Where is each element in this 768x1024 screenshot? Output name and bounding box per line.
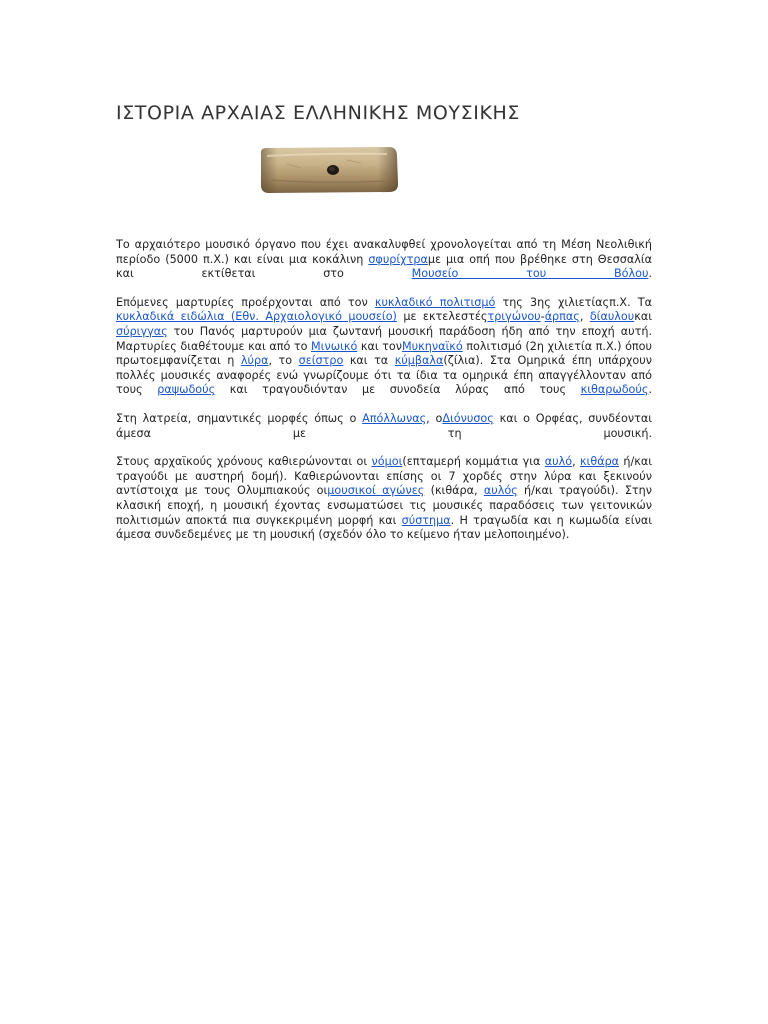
text-span: .	[648, 267, 652, 281]
text-span: με εκτελεστές	[396, 310, 488, 324]
text-span: του Πανός μαρτυρούν μια ζωντανή μουσική παράδοση ήδη από την εποχή αυτή. Μαρτυρίες διαθέτουμε και από το	[116, 324, 652, 353]
text-span: Επόμενες μαρτυρίες προέρχονται από τον	[116, 295, 375, 309]
link-avlos[interactable]: αυλός	[483, 484, 518, 498]
text-span: -	[540, 310, 545, 324]
link-kykladikos-politismos[interactable]: κυκλαδικό πολιτισμό	[374, 295, 496, 309]
text-span: Στους αρχαϊκούς χρόνους καθιερώνονται οι	[116, 455, 372, 469]
text-span: με μια οπή που βρέθηκε στη Θεσσαλία και εκτίθεται στο	[116, 252, 652, 281]
page-title: ΙΣΤΟΡΙΑ ΑΡΧΑΙΑΣ ΕΛΛΗΝΙΚΗΣ ΜΟΥΣΙΚΗΣ	[116, 102, 520, 124]
link-rapsodous[interactable]: ραψωδούς	[157, 383, 216, 397]
link-syriggas[interactable]: σύριγγας	[116, 324, 168, 338]
text-span: Το αρχαιότερο μουσικό όργανο που έχει ανακαλυφθεί χρονολογείται από τη Μέση Νεολιθική περίοδο (5000 π.Χ.) και είναι μια κοκάλινη	[116, 238, 652, 266]
text-span: . Η τραγωδία και η κωμωδία είναι άμεσα συνδεδεμένες με τη μουσική (σχεδόν όλο το κείμενο ήταν μελοποιημένο).	[116, 513, 652, 542]
text-span: της 3ης χιλιετίαςπ.Χ. Τα	[495, 295, 653, 309]
link-arpas[interactable]: άρπας	[544, 310, 580, 324]
text-span: πολιτισμό (2η χιλιετία π.Χ.) όπου πρωτοεμφανίζεται η	[116, 339, 652, 368]
text-span: (κιθάρα,	[424, 484, 484, 498]
text-span: ,	[579, 310, 590, 324]
text-span: .	[648, 383, 652, 397]
text-span: και τα	[343, 354, 395, 368]
link-kitharodous[interactable]: κιθαρωδούς	[580, 383, 649, 397]
text-span: και τον	[357, 339, 403, 353]
link-dionysos[interactable]: Διόνυσος	[442, 411, 494, 425]
link-minoiko[interactable]: Μινωικό	[311, 339, 358, 353]
bone-flute-picture	[257, 144, 401, 196]
paragraph-worship	[116, 412, 652, 441]
link-lyra[interactable]: λύρα	[240, 354, 269, 368]
link-systima[interactable]: σύστημα	[401, 513, 451, 527]
paragraph-neolithic	[116, 238, 652, 282]
text-span: , ο	[426, 411, 443, 425]
text-span: Στη λατρεία, σημαντικές μορφές όπως ο	[116, 411, 363, 425]
text-span: , το	[268, 354, 299, 368]
link-diaulou[interactable]: δίαυλου	[589, 310, 635, 324]
text-span: ,	[572, 455, 580, 469]
text-span: ή/και τραγούδι). Στην κλασική εποχή, η μουσική έχοντας ενσωματώσει τις μουσικές παραδόσεις των γειτονικών πολιτισμών αποκτά πια συγκεκριμένη μορφή και	[116, 484, 652, 527]
text-span: και ο Ορφέας, συνδέονται άμεσα με τη μουσική.	[116, 411, 652, 440]
paragraph-archaic	[116, 455, 652, 543]
link-nomoi[interactable]: νόμοι	[371, 455, 403, 469]
link-kithara[interactable]: κιθάρα	[579, 455, 620, 469]
link-avlo[interactable]: αυλό	[544, 455, 573, 469]
bone-flute-image	[257, 144, 401, 196]
text-span: (ζίλια). Στα Ομηρικά έπη υπάρχουν πολλές μουσικές αναφορές ενώ γνωρίζουμε ότι τα ίδια τα ομηρικά έπη απαγγέλλονταν από τους	[116, 354, 652, 397]
link-mykinaiko[interactable]: Μυκηναϊκό	[402, 339, 463, 353]
link-sfyrichtra[interactable]: σφυρίχτρα	[368, 252, 428, 266]
link-apollonas[interactable]: Απόλλωνας	[362, 411, 427, 425]
text-span: (επταμερή κομμάτια για	[402, 455, 545, 469]
text-span: και τραγουδιόνταν με συνοδεία λύρας από τους	[215, 383, 581, 397]
text-span: ή/και τραγούδι με αυστηρή δομή). Καθιερώνονται επίσης οι 7 χορδές στην λύρα και ξεκινούν αντίστοιχα με τους Ολυμπιακούς οι	[116, 455, 653, 498]
text-span: και	[634, 310, 652, 324]
document-page	[116, 100, 652, 554]
link-kykladika-eidolia[interactable]: κυκλαδικά ειδώλια (Εθν. Αρχαιολογικό μουσείο)	[116, 310, 397, 324]
link-mouseio-volou[interactable]: Μουσείο του Βόλου	[411, 267, 649, 281]
link-seistro[interactable]: σείστρο	[298, 354, 344, 368]
link-kymvala[interactable]: κύμβαλα	[394, 354, 444, 368]
link-trigonou[interactable]: τριγώνου	[487, 310, 541, 324]
paragraph-cycladic	[116, 296, 652, 398]
link-mousikoi-agones[interactable]: μουσικοί αγώνες	[327, 484, 425, 498]
